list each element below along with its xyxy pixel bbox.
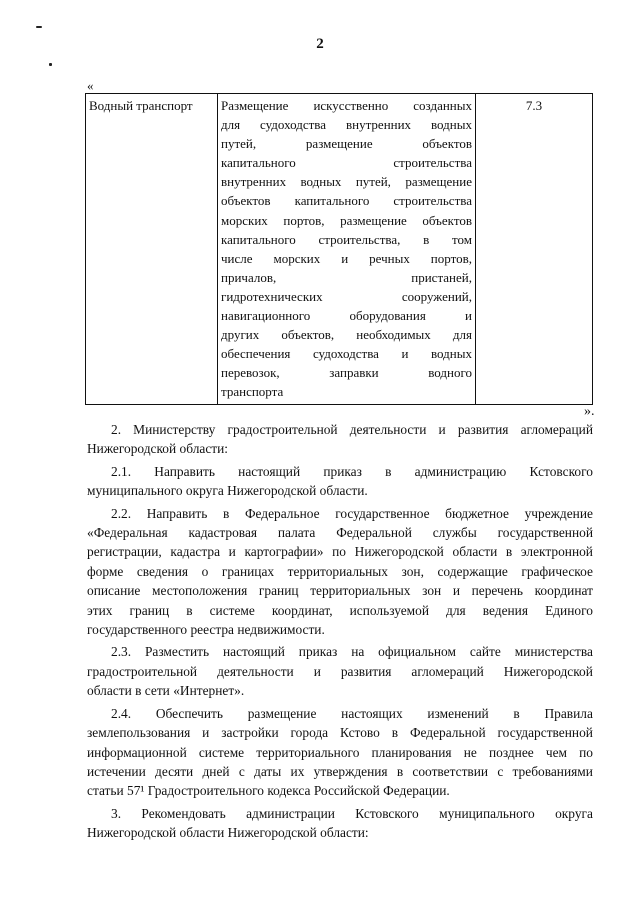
table-cell-description xyxy=(218,94,476,405)
paragraph-line: «Федеральная кадастровая палата Федеральной службы государственной xyxy=(87,525,593,541)
scan-mark-top xyxy=(36,26,42,28)
paragraph-line: регистрации, кадастра и картографии» по Нижегородской области в электронной xyxy=(87,544,593,560)
paragraph-line: 2.4. Обеспечить размещение настоящих изменений в Правила xyxy=(111,705,593,721)
description-line: числе морских и речных портов, xyxy=(221,250,472,266)
use-type-description xyxy=(221,96,472,402)
paragraph-line: 2. Министерству градостроительной деятельности и развития агломераций xyxy=(111,422,593,437)
table-row xyxy=(86,94,593,405)
description-line: навигационного оборудования и xyxy=(221,308,472,324)
paragraph-line: государственного реестра недвижимости. xyxy=(87,622,325,638)
description-line: морских портов, размещение объектов xyxy=(221,212,472,228)
paragraph xyxy=(87,504,593,640)
description-line: других объектов, необходимых для xyxy=(221,327,472,343)
scan-mark-bottom xyxy=(49,63,52,66)
description-line: капитального строительства xyxy=(221,155,472,171)
paragraph-line: этих границ в системе координат, используемой для ведения Единого xyxy=(87,602,593,618)
table-cell-name xyxy=(86,94,218,405)
description-line: причалов, пристаней, xyxy=(221,269,472,285)
page-number: 2 xyxy=(316,36,324,52)
description-line: обеспечения судоходства и водных xyxy=(221,346,472,362)
land-use-table xyxy=(85,93,593,405)
description-line: перевозок, заправки водного xyxy=(221,365,472,381)
description-line: капитального строительства, в том xyxy=(221,231,472,247)
paragraph-line: области в сети «Интернет». xyxy=(87,683,245,699)
table-cell-code xyxy=(476,94,593,405)
description-line: внутренних водных путей, размещение xyxy=(221,174,472,190)
paragraph-line: истечении десяти дней с даты их утверждения в соответствии с требованиями xyxy=(87,763,593,779)
paragraph-line: статьи 57¹ Градостроительного кодекса Российской Федерации. xyxy=(87,783,450,799)
paragraph-line: информационной системе территориального планирования не позднее чем по xyxy=(87,744,593,760)
description-line: для судоходства внутренних водных xyxy=(221,117,472,133)
paragraph-line: Нижегородской области Нижегородской области: xyxy=(87,825,369,841)
paragraph xyxy=(87,804,593,843)
description-line: гидротехнических сооружений, xyxy=(221,288,472,304)
paragraph xyxy=(87,420,593,459)
paragraph xyxy=(87,642,593,700)
paragraph-line: описание местоположения границ территориальных зон и перечень координат xyxy=(87,583,593,599)
description-line: Размещение искусственно созданных xyxy=(221,98,472,113)
paragraph-line: 2.1. Направить настоящий приказ в администрацию Кстовского xyxy=(111,463,593,479)
paragraph xyxy=(87,704,593,801)
opening-quote: « xyxy=(87,78,94,93)
closing-quote: ». xyxy=(584,404,595,419)
use-type-name: Водный транспорт xyxy=(89,98,193,113)
paragraph-line: 3. Рекомендовать администрации Кстовского муниципального округа xyxy=(111,805,593,821)
document-body xyxy=(87,420,593,846)
paragraph xyxy=(87,462,593,501)
description-line: путей, размещение объектов xyxy=(221,136,472,152)
paragraph-line: градостроительной деятельности и развития агломераций Нижегородской xyxy=(87,663,593,679)
description-line: объектов капитального строительства xyxy=(221,193,472,209)
paragraph-line: Нижегородской области: xyxy=(87,441,228,457)
use-type-code: 7.3 xyxy=(525,98,543,113)
paragraph-line: муниципального округа Нижегородской области. xyxy=(87,483,368,499)
paragraph-line: форме сведения о границах территориальных зон, содержащие графическое xyxy=(87,563,593,579)
description-line: транспорта xyxy=(221,384,284,400)
paragraph-line: 2.2. Направить в Федеральное государственное бюджетное учреждение xyxy=(111,505,593,521)
paragraph-line: 2.3. Разместить настоящий приказ на официальном сайте министерства xyxy=(111,644,593,660)
paragraph-line: землепользования и застройки города Кстово в Федеральной государственной xyxy=(87,725,593,741)
